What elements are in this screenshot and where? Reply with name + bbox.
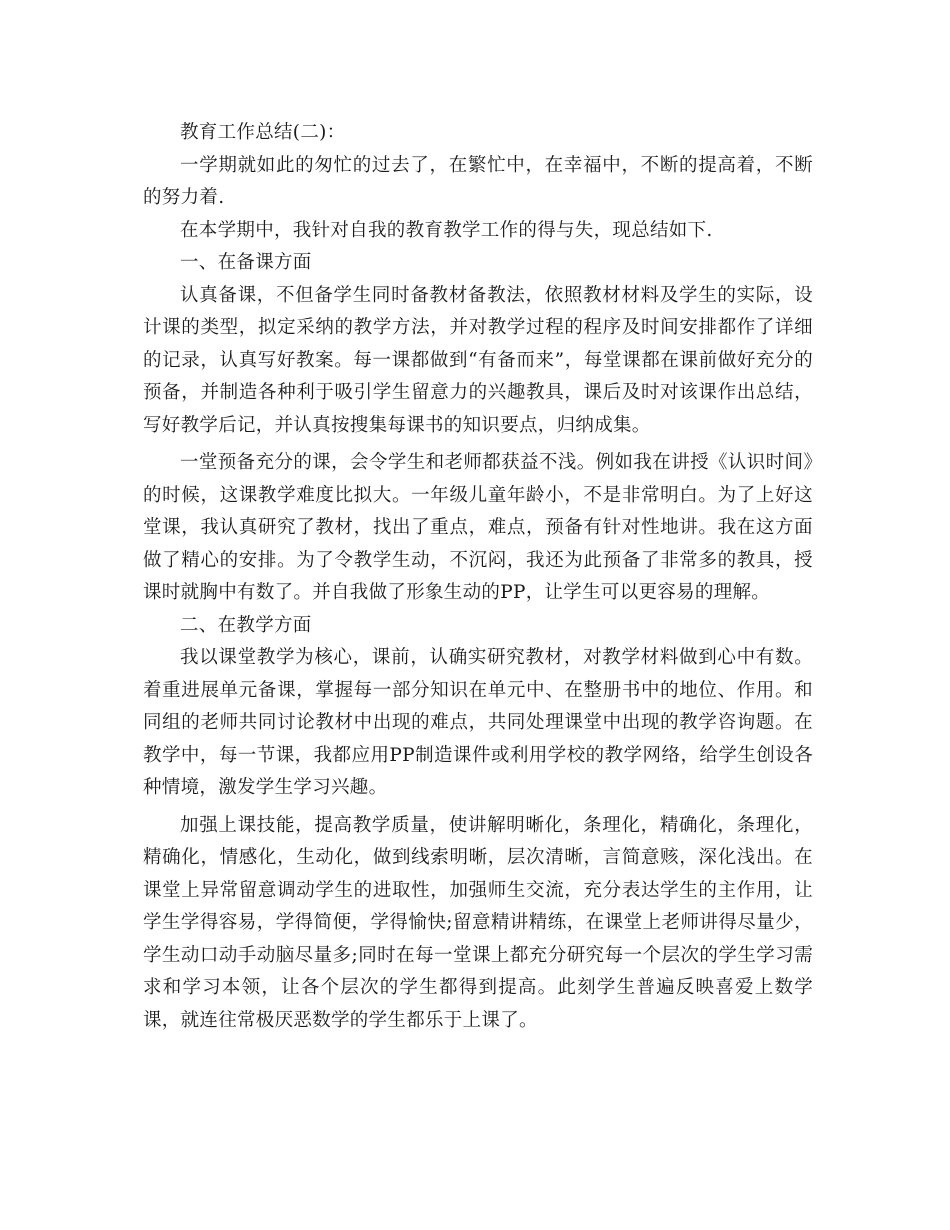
document-body [143,117,813,1037]
section-heading-teaching: 二、在教学方面 [180,614,312,636]
paragraph-teaching-skills: 加强上课技能，提高教学质量，使讲解明晰化，条理化，精确化，条理化，精确化，情感化，生动化，做到线索明晰，层次清晰，言简意赅，深化浅出。在课堂上异常留意调动学生的进取性，加强师生交流，充分表达学生的主作用，让学生学得容易，学得简便，学得愉快;留意精讲精练，在课堂上老师讲得尽量少，学生动口动手动脑尽量多;同时在每一堂课上都充分研究每一个层次的学生学习需求和学习本领，让各个层次的学生都得到提高。此刻学生普遍反映喜爱上数学课，就连往常极厌恶数学的学生都乐于上课了。 [143,814,813,1031]
section-heading-lesson-prep: 一、在备课方面 [180,252,312,273]
paragraph-teaching-core: 我以课堂教学为核心，课前，认确实研究教材，对教学材料做到心中有数。着重进展单元备课，掌握每一部分知识在单元中、在整册书中的地位、作用。和同组的老师共同讨论教材中出现的难点，共同处理课堂中出现的教学咨询题。在教学中，每一节课，我都应用PP制造课件或利用学校的教学网络，给学生创设各种情境，激发学生学习兴趣。 [143,647,813,798]
paragraph-lesson-prep: 认真备课，不但备学生同时备教材备教法，依照教材材料及学生的实际，设计课的类型，拟定采纳的教学方法，并对教学过程的程序及时间安排都作了详细的记录，认真写好教案。每一课都做到“有备而来”，每堂课都在课前做好充分的预备，并制造各种利于吸引学生留意力的兴趣教具，课后及时对该课作出总结，写好教学后记，并认真按搜集每课书的知识要点，归纳成集。 [143,284,813,436]
paragraph-intro: 一学期就如此的匆忙的过去了，在繁忙中，在幸福中，不断的提高着，不断的努力着. [143,154,813,208]
document-title: 教育工作总结(二)： [180,122,346,143]
paragraph-summary-lead: 在本学期中，我针对自我的教育教学工作的得与失，现总结如下. [180,219,713,241]
paragraph-lesson-example: 一堂预备充分的课，会令学生和老师都获益不浅。例如我在讲授《认识时间》的时候，这课教学难度比拟大。一年级儿童年龄小，不是非常明白。为了上好这堂课，我认真研究了教材，找出了重点，难点，预备有针对性地讲。我在这方面做了精心的安排。为了令教学生动，不沉闷，我还为此预备了非常多的教具，授课时就胸中有数了。并自我做了形象生动的PP，让学生可以更容易的理解。 [143,452,813,603]
